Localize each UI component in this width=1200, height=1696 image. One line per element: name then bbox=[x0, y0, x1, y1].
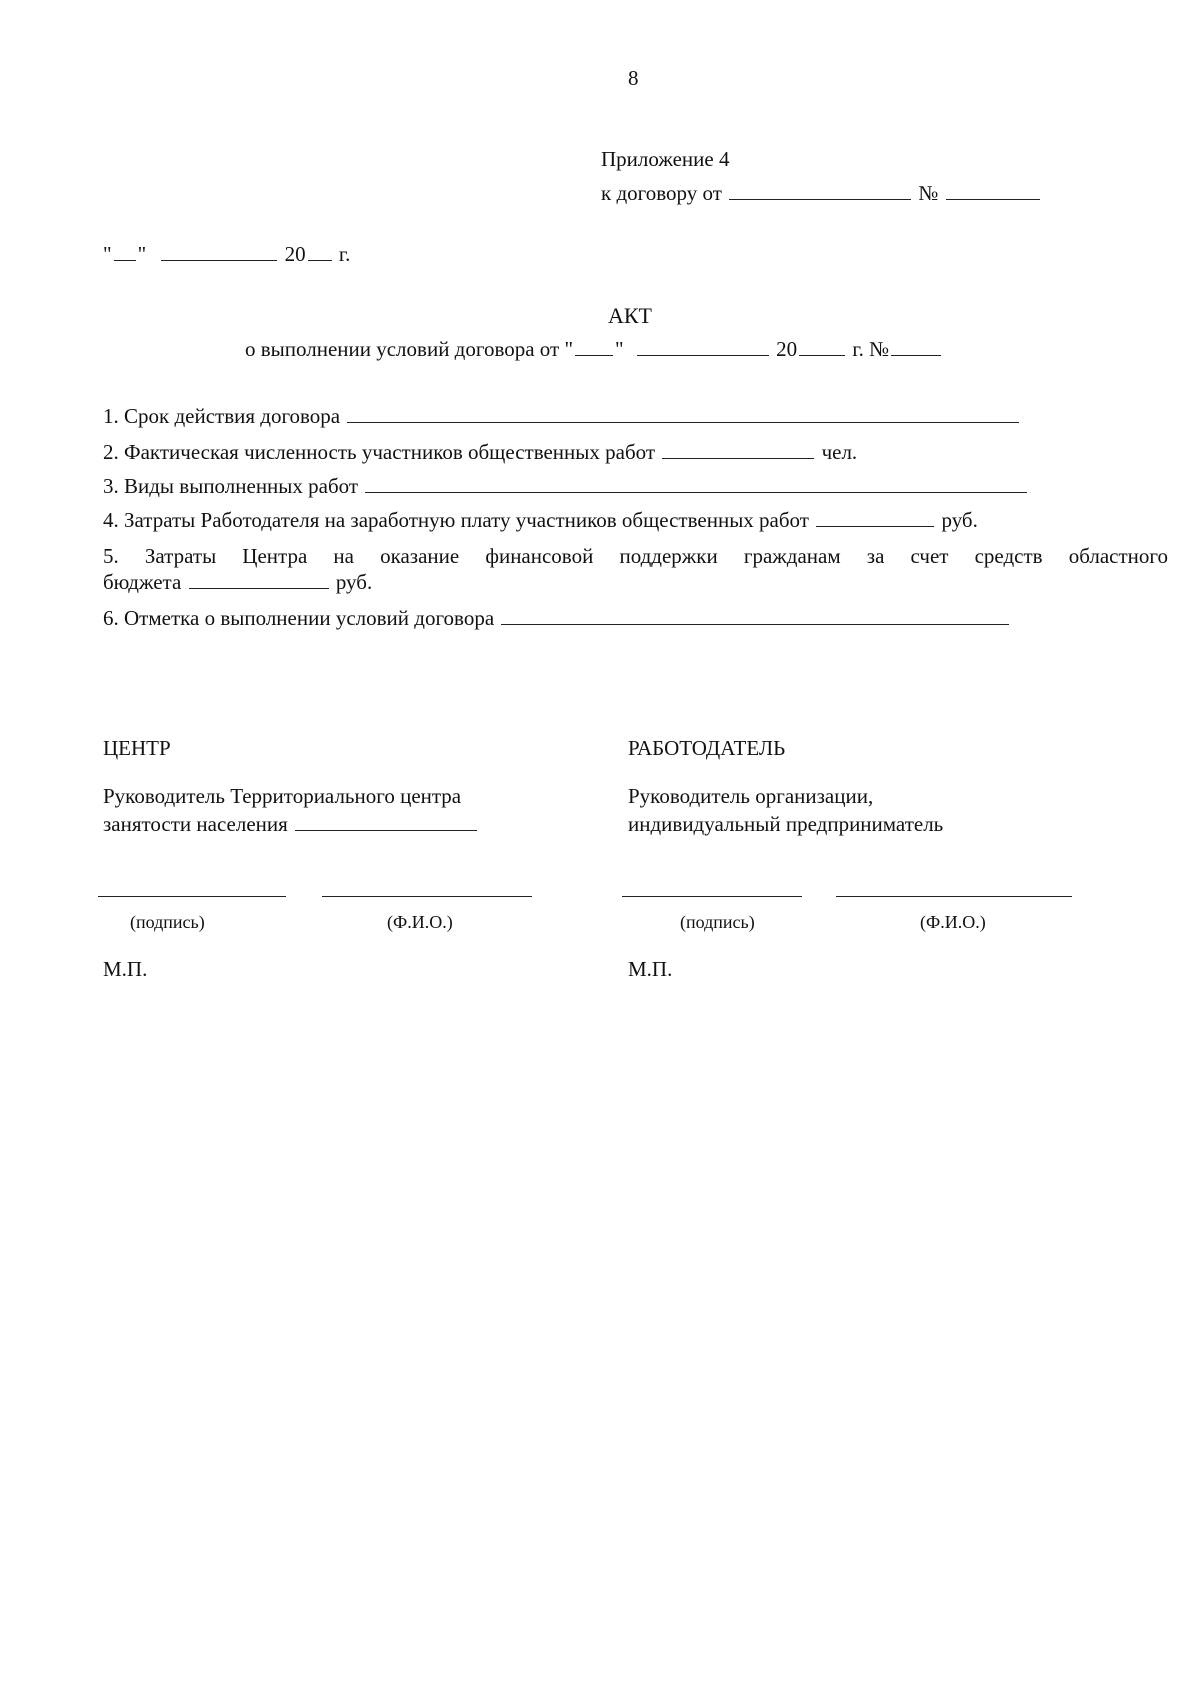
item-1-label: 1. Срок действия договора bbox=[103, 404, 341, 428]
act-title: АКТ bbox=[608, 303, 652, 328]
number-sign: № bbox=[918, 181, 939, 205]
act-number-blank[interactable] bbox=[891, 354, 941, 356]
item-3-label: 3. Виды выполненных работ bbox=[103, 474, 359, 498]
year-prefix: 20 bbox=[284, 242, 306, 266]
act-year-suffix: г. № bbox=[852, 337, 890, 361]
item-4-label: 4. Затраты Работодателя на заработную плату участников общественных работ bbox=[103, 508, 809, 532]
employer-name-line[interactable] bbox=[836, 896, 1072, 897]
item-6-label: 6. Отметка о выполнении условий договора bbox=[103, 606, 495, 630]
item-2-blank[interactable] bbox=[662, 457, 814, 459]
year-blank[interactable] bbox=[308, 259, 332, 261]
employer-stamp: М.П. bbox=[628, 957, 673, 981]
center-name-label: (Ф.И.О.) bbox=[387, 912, 453, 932]
item-4 bbox=[103, 508, 978, 533]
item-5-line-2 bbox=[103, 570, 372, 595]
center-heading: ЦЕНТР bbox=[103, 736, 171, 760]
date-quote-close: " bbox=[137, 242, 147, 266]
contract-number-blank[interactable] bbox=[946, 198, 1040, 200]
act-subtitle bbox=[245, 337, 943, 362]
act-year-prefix: 20 bbox=[776, 337, 798, 361]
employer-signature-line[interactable] bbox=[622, 896, 802, 897]
item-4-blank[interactable] bbox=[816, 525, 934, 527]
item-3 bbox=[103, 474, 1029, 499]
item-5-label-cont: бюджета bbox=[103, 570, 182, 594]
act-year-blank[interactable] bbox=[799, 354, 845, 356]
employer-role-line-1: Руководитель организации, bbox=[628, 784, 874, 808]
employer-name-label: (Ф.И.О.) bbox=[920, 912, 986, 932]
act-subtitle-prefix: о выполнении условий договора от " bbox=[245, 337, 574, 361]
item-4-unit: руб. bbox=[941, 508, 978, 532]
item-2-label: 2. Фактическая численность участников общественных работ bbox=[103, 440, 656, 464]
date-quote-open: " bbox=[103, 242, 112, 266]
center-stamp: М.П. bbox=[103, 957, 148, 981]
appendix-contract-ref bbox=[601, 181, 1042, 206]
item-2 bbox=[103, 440, 857, 465]
employer-heading: РАБОТОДАТЕЛЬ bbox=[628, 736, 786, 760]
item-6 bbox=[103, 606, 1011, 631]
employer-signature-label: (подпись) bbox=[680, 912, 755, 932]
item-1 bbox=[103, 404, 1021, 429]
employer-role-line-2: индивидуальный предприниматель bbox=[628, 812, 944, 836]
item-1-blank[interactable] bbox=[347, 421, 1019, 423]
center-role-line-1: Руководитель Территориального центра bbox=[103, 784, 462, 808]
center-role-line-2 bbox=[103, 812, 479, 837]
year-suffix: г. bbox=[338, 242, 351, 266]
page-number: 8 bbox=[628, 66, 639, 90]
contract-date-blank[interactable] bbox=[729, 198, 911, 200]
item-5-blank[interactable] bbox=[189, 587, 329, 589]
center-role-line-2-text: занятости населения bbox=[103, 812, 288, 836]
center-signature-label: (подпись) bbox=[130, 912, 205, 932]
appendix-title: Приложение 4 bbox=[601, 147, 730, 171]
act-month-blank[interactable] bbox=[637, 354, 769, 356]
item-6-blank[interactable] bbox=[501, 623, 1009, 625]
month-blank[interactable] bbox=[161, 259, 277, 261]
date-line bbox=[103, 242, 350, 267]
item-5-line-1: 5. Затраты Центра на оказание финансовой поддержки гражданам за счет средств областного bbox=[103, 544, 1168, 568]
act-quote-close: " bbox=[615, 337, 624, 361]
item-5-unit: руб. bbox=[335, 570, 373, 594]
contract-ref-label: к договору от bbox=[601, 181, 722, 205]
center-name-line[interactable] bbox=[322, 896, 532, 897]
center-role-blank[interactable] bbox=[295, 829, 477, 831]
item-3-blank[interactable] bbox=[365, 491, 1027, 493]
day-blank[interactable] bbox=[114, 259, 136, 261]
item-2-unit: чел. bbox=[821, 440, 858, 464]
center-signature-line[interactable] bbox=[98, 896, 286, 897]
act-day-blank[interactable] bbox=[575, 354, 613, 356]
